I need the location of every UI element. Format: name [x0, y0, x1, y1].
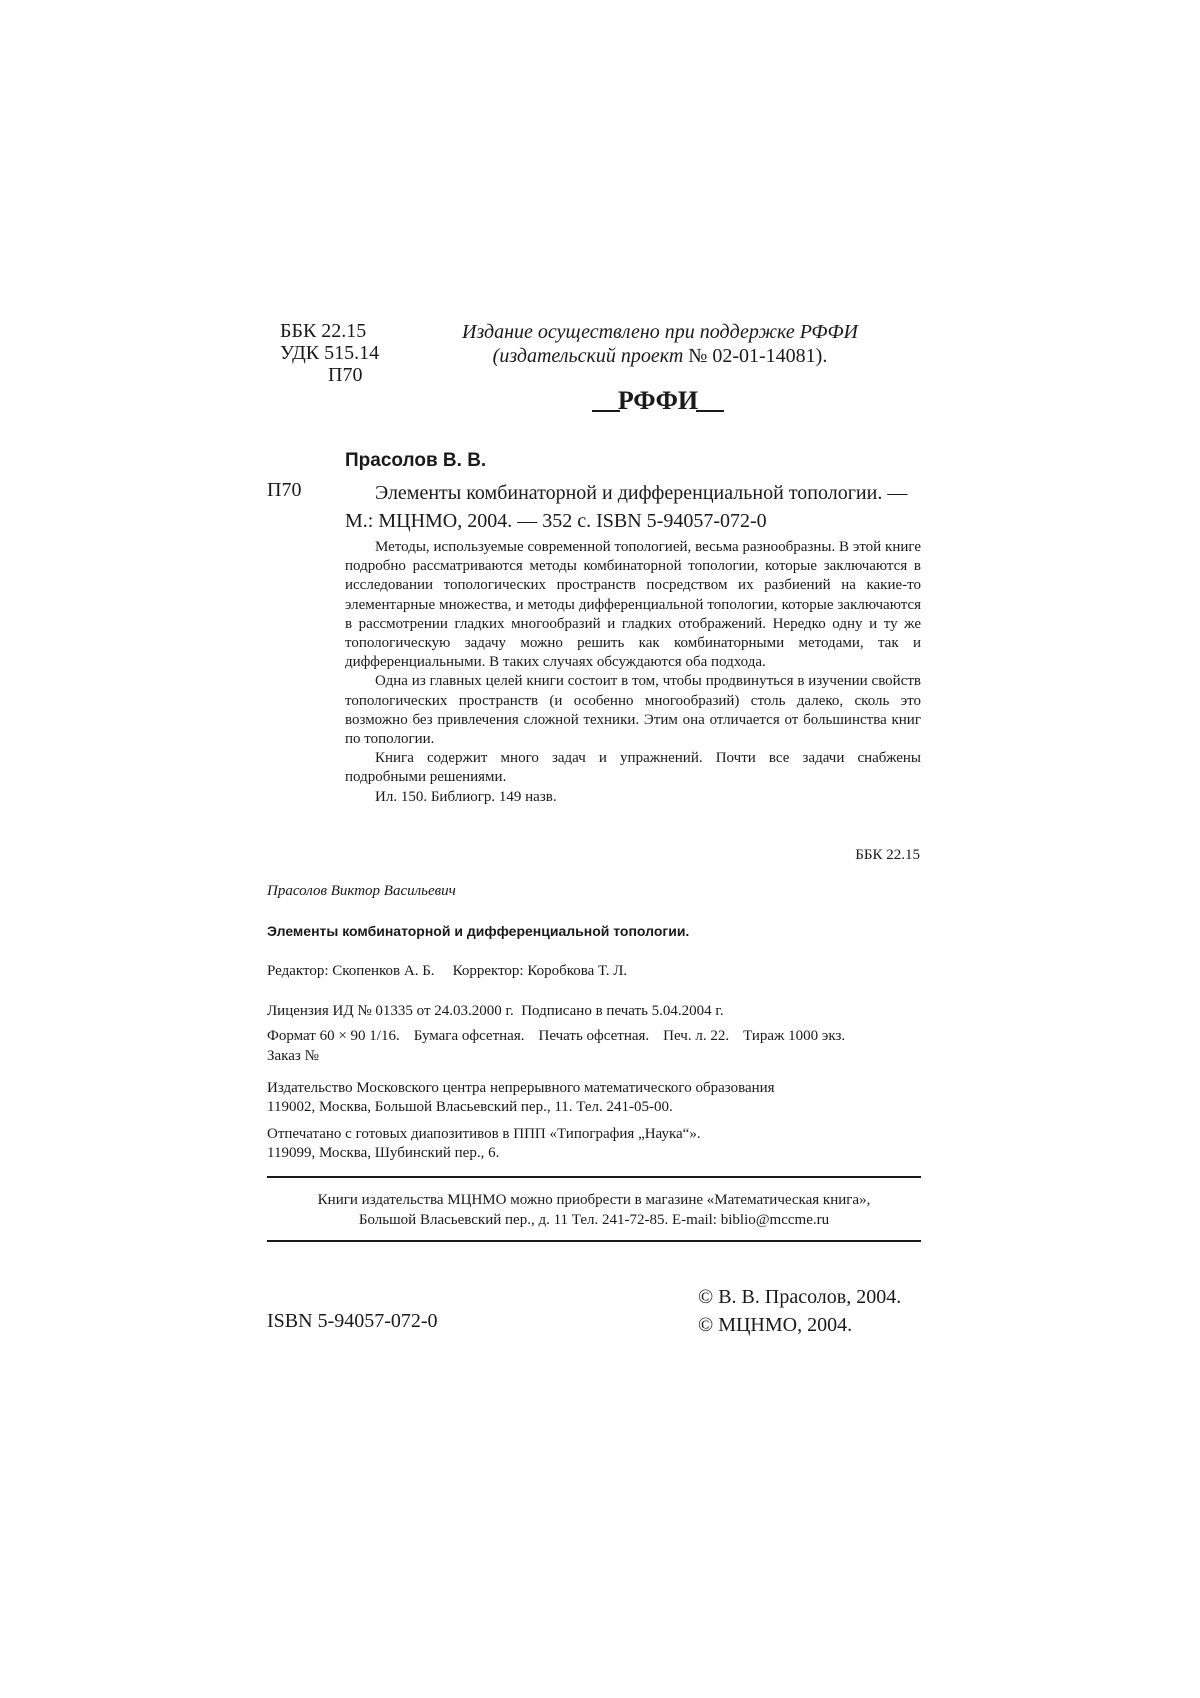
classification-codes: [280, 320, 379, 386]
license-line: [267, 1002, 921, 1021]
bbk-code: ББК 22.15: [280, 320, 379, 342]
author-heading: Прасолов В. В.: [345, 450, 486, 472]
shop-line-1: Книги издательства МЦНМО можно приобрести в магазине «Математическая книга»,: [267, 1190, 921, 1210]
print-run: Тираж 1000 экз.: [743, 1028, 845, 1044]
divider: [267, 1240, 921, 1242]
copyright-block: [698, 1283, 901, 1339]
publisher-name: Издательство Московского центра непрерывного математического образования: [267, 1079, 921, 1098]
printer-name: Отпечатано с готовых диапозитивов в ППП «Типография „Наука“».: [267, 1125, 921, 1144]
abstract-illustrations: Ил. 150. Библиогр. 149 назв.: [345, 788, 921, 807]
order-number: Заказ №: [267, 1047, 921, 1066]
abstract-bbk: ББК 22.15: [855, 847, 920, 864]
bibliographic-entry: [345, 479, 925, 535]
grant-line-2: [420, 344, 900, 368]
udk-code: УДК 515.14: [280, 342, 379, 364]
print-sheets: Печ. л. 22.: [663, 1028, 729, 1044]
rffi-logo-icon: [588, 375, 728, 423]
shop-notice: [267, 1190, 921, 1230]
divider: [267, 1176, 921, 1178]
book-title: Элементы комбинаторной и дифференциальной топологии.: [267, 922, 921, 941]
corrector: Корректор: Коробкова Т. Л.: [453, 963, 628, 979]
grant-line-1: Издание осуществлено при поддержке РФФИ: [420, 320, 900, 344]
copyright-publisher: © МЦНМО, 2004.: [698, 1311, 901, 1339]
entry-code: П70: [267, 479, 301, 502]
signed-date: Подписано в печать 5.04.2004 г.: [521, 1003, 723, 1019]
isbn: ISBN 5-94057-072-0: [267, 1310, 438, 1333]
copyright-author: © В. В. Прасолов, 2004.: [698, 1283, 901, 1311]
grant-project-label: (издательский проект: [493, 345, 684, 367]
publisher-address: 119002, Москва, Большой Власьевский пер., 11. Тел. 241-05-00.: [267, 1098, 921, 1117]
editor-line: [267, 962, 921, 981]
editor: Редактор: Скопенков А. Б.: [267, 963, 435, 979]
abstract-paragraph: Одна из главных целей книги состоит в том, чтобы продвинуться в изучении свойств топологических пространств (и особенно многообразий) столь далеко, сколь это возможно без привлечения сложной техники. Этим она отличается от большинства книг по топологии.: [345, 672, 921, 749]
format-line: [267, 1027, 921, 1046]
entry-title-line-2: М.: МЦНМО, 2004. — 352 с. ISBN 5-94057-072-0: [345, 507, 925, 535]
abstract-paragraph: Методы, используемые современной топологией, весьма разнообразны. В этой книге подробно рассматриваются методы комбинаторной топологии, которые заключаются в исследовании топологических пространств посредством их разбиений на какие-то элементарные множества, и методы дифференциальной топологии, которые заключаются в рассмотрении гладких многообразий и гладких отображений. Нередко одну и ту же топологическую задачу можно решить как комбинаторными методами, так и дифференциальными. В таких случаях обсуждаются оба подхода.: [345, 538, 921, 672]
grant-notice: [420, 320, 900, 368]
license: Лицензия ИД № 01335 от 24.03.2000 г.: [267, 1003, 514, 1019]
rffi-logo-text: РФФИ: [618, 386, 698, 415]
format: Формат 60 × 90 1/16.: [267, 1028, 400, 1044]
author-code: П70: [280, 364, 379, 386]
grant-project-number: № 02-01-14081).: [688, 345, 827, 367]
paper: Бумага офсетная.: [414, 1028, 525, 1044]
abstract: [345, 538, 921, 807]
printer-address: 119099, Москва, Шубинский пер., 6.: [267, 1144, 921, 1163]
print-type: Печать офсетная.: [538, 1028, 649, 1044]
entry-title-line-1: Элементы комбинаторной и дифференциальной топологии. —: [345, 479, 925, 507]
abstract-paragraph: Книга содержит много задач и упражнений. Почти все задачи снабжены подробными решениями.: [345, 749, 921, 787]
shop-line-2: Большой Власьевский пер., д. 11 Тел. 241-72-85. E-mail: biblio@mccme.ru: [267, 1210, 921, 1230]
author-full-name: Прасолов Виктор Васильевич: [267, 882, 921, 901]
